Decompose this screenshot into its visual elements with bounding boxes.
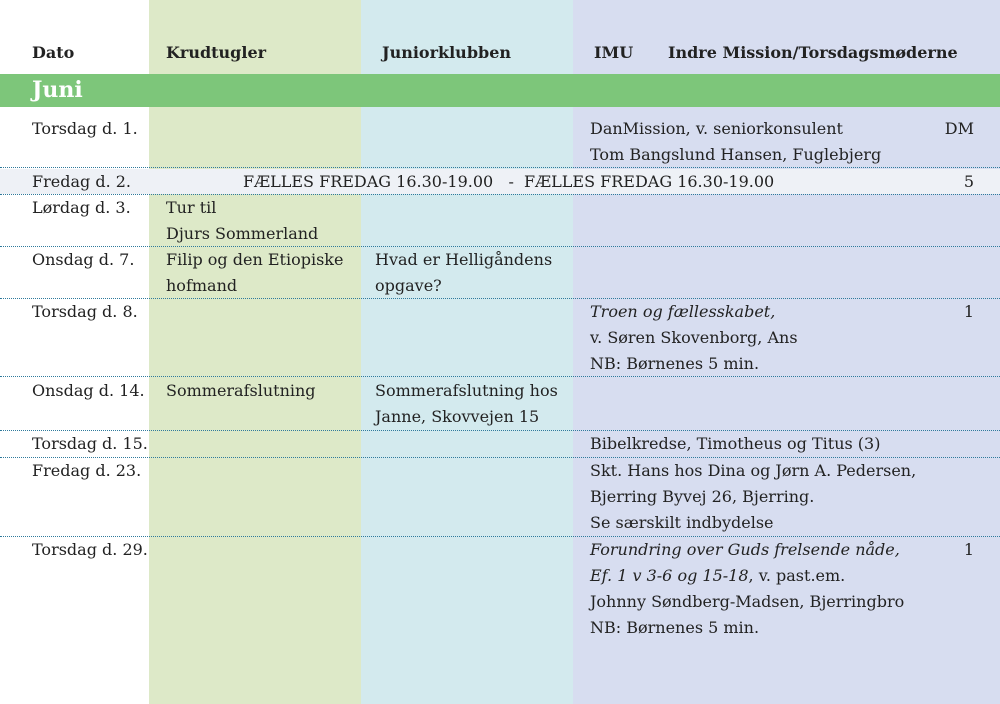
juniorklubben-text: Sommerafslutning hos (375, 381, 558, 400)
juniorklubben-text: Hvad er Helligåndens (375, 250, 553, 269)
imu-text (590, 563, 845, 589)
imu-text-suffix: , v. past.em. (748, 566, 846, 585)
row-note: 1 (963, 302, 974, 321)
header-indre-mission: Indre Mission/Torsdagsmøderne (668, 43, 958, 62)
header-imu: IMU (594, 43, 634, 62)
imu-text: Johnny Søndberg-Madsen, Bjerringbro (590, 592, 905, 611)
imu-text: Se særskilt indbydelse (590, 513, 774, 532)
row-note: 1 (963, 540, 974, 559)
schedule-row (0, 116, 1000, 168)
row-date: Onsdag d. 14. (32, 381, 145, 400)
imu-text: Forundring over Guds frelsende nåde, (590, 540, 900, 559)
krudtugler-text: Tur til (166, 198, 217, 217)
row-date: Torsdag d. 8. (32, 302, 138, 321)
row-date: Lørdag d. 3. (32, 198, 131, 217)
schedule-row (0, 299, 1000, 377)
imu-text: Tom Bangslund Hansen, Fuglebjerg (590, 145, 882, 164)
row-date: Torsdag d. 1. (32, 119, 138, 138)
schedule-row (0, 195, 1000, 247)
row-date: Torsdag d. 15. (32, 434, 148, 453)
imu-text: Troen og fællesskabet, (590, 302, 776, 321)
faelles-fredag-text: FÆLLES FREDAG 16.30-19.00 - FÆLLES FREDAG 16.30-19.00 (243, 172, 775, 191)
row-date: Fredag d. 2. (32, 172, 132, 191)
juniorklubben-text: Janne, Skovvejen 15 (375, 407, 540, 426)
header-date: Dato (32, 43, 75, 62)
header-krudtugler: Krudtugler (166, 43, 267, 62)
row-date: Fredag d. 23. (32, 461, 142, 480)
schedule-row (0, 378, 1000, 431)
schedule-row (0, 458, 1000, 537)
row-date: Torsdag d. 29. (32, 540, 148, 559)
row-note: 5 (963, 172, 974, 191)
schedule-row (0, 431, 1000, 458)
imu-text: v. Søren Skovenborg, Ans (590, 328, 798, 347)
imu-text: Bibelkredse, Timotheus og Titus (3) (590, 434, 881, 453)
juniorklubben-text: opgave? (375, 276, 442, 295)
imu-text: NB: Børnenes 5 min. (590, 618, 760, 637)
imu-reference: Ef. 1 v 3-6 og 15-18 (590, 566, 749, 585)
krudtugler-text: hofmand (166, 276, 238, 295)
schedule-row (0, 537, 1000, 647)
header-juniorklubben: Juniorklubben (382, 43, 511, 62)
month-bar: Juni (0, 74, 1000, 107)
imu-text: Skt. Hans hos Dina og Jørn A. Pedersen, (590, 461, 917, 480)
row-date: Onsdag d. 7. (32, 250, 135, 269)
krudtugler-text: Djurs Sommerland (166, 224, 319, 243)
schedule-row (0, 169, 1000, 195)
imu-text: NB: Børnenes 5 min. (590, 354, 760, 373)
imu-text: DanMission, v. seniorkonsulent (590, 119, 843, 138)
schedule-row (0, 247, 1000, 299)
krudtugler-text: Sommerafslutning (166, 381, 316, 400)
row-note: DM (944, 119, 974, 138)
imu-text: Bjerring Byvej 26, Bjerring. (590, 487, 815, 506)
krudtugler-text: Filip og den Etiopiske (166, 250, 344, 269)
